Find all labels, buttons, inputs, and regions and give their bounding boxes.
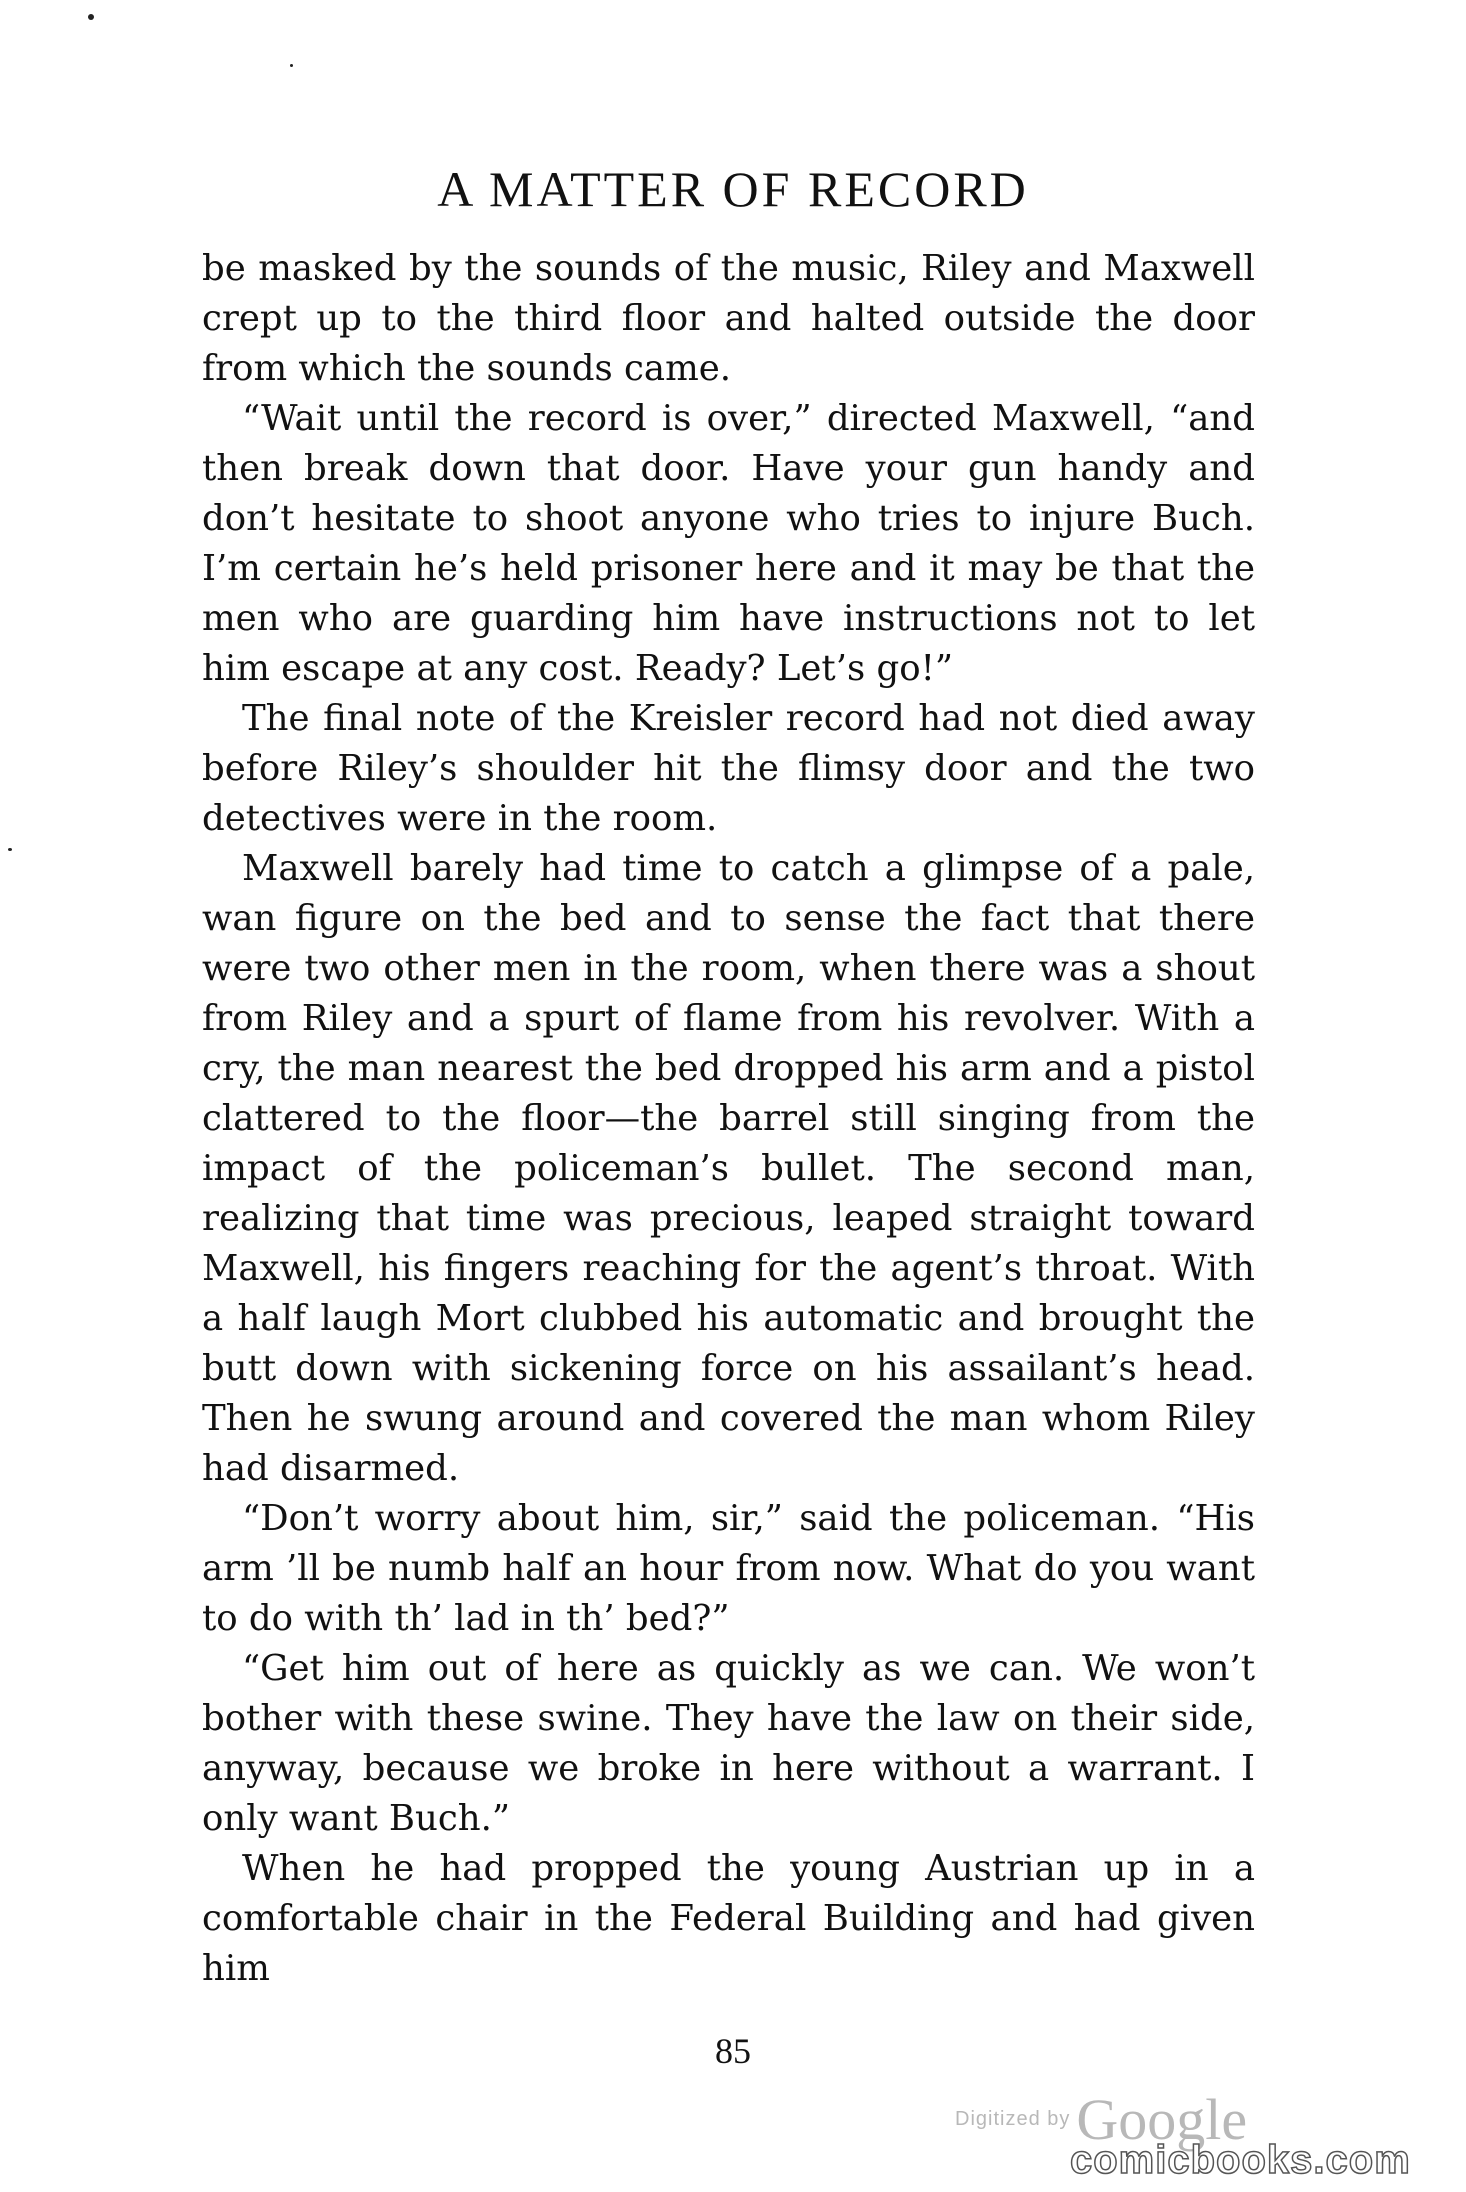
ink-speck xyxy=(290,64,293,67)
paragraph: “Get him out of here as quickly as we can. We won’t bother with these swine. They have the law on their side, anyway, because we broke in here without a warrant. I only want Buch.” xyxy=(202,1648,1255,1839)
paragraph: be masked by the sounds of the music, Riley and Maxwell crept up to the third floor and halted outside the door from which the sounds came. xyxy=(202,248,1255,389)
ink-speck xyxy=(88,14,94,20)
site-watermark: comicbooks.com xyxy=(1070,2138,1411,2182)
body-text xyxy=(202,244,1255,1994)
google-logo: Google xyxy=(1076,2087,1248,2152)
page-number: 85 xyxy=(715,2031,751,2071)
ink-speck xyxy=(8,848,12,851)
paragraph: “Don’t worry about him, sir,” said the policeman. “His arm ’ll be numb half an hour from now. What do you want to do with th’ lad in th’ bed?” xyxy=(202,1498,1255,1639)
paragraph: “Wait until the record is over,” directed Maxwell, “and then break down that door. Have your gun handy and don’t hesitate to shoot anyone who tries to injure Buch. I’m certain he’s held prisoner here and it may be that the men who are guarding him have instructions not to let him escape at any cost. Ready? Let’s go!” xyxy=(202,398,1255,689)
running-head: A MATTER OF RECORD xyxy=(437,161,1029,217)
paragraph: The final note of the Kreisler record had not died away before Riley’s shoulder hit the flimsy door and the two detectives were in the room. xyxy=(202,698,1255,839)
digitized-label: Digitized by xyxy=(955,2108,1071,2130)
paragraph: Maxwell barely had time to catch a glimpse of a pale, wan figure on the bed and to sense the fact that there were two other men in the room, when there was a shout from Riley and a spurt of flame from his revolver. With a cry, the man nearest the bed dropped his arm and a pistol clattered to the floor—the barrel still singing from the impact of the policeman’s bullet. The second man, realizing that time was precious, leaped straight toward Maxwell, his fingers reaching for the agent’s throat. With a half laugh Mort clubbed his automatic and brought the butt down with sickening force on his assailant’s head. Then he swung around and covered the man whom Riley had disarmed. xyxy=(202,848,1255,1489)
paragraph: When he had propped the young Austrian up in a comfortable chair in the Federal Building and had given him xyxy=(202,1848,1255,1989)
